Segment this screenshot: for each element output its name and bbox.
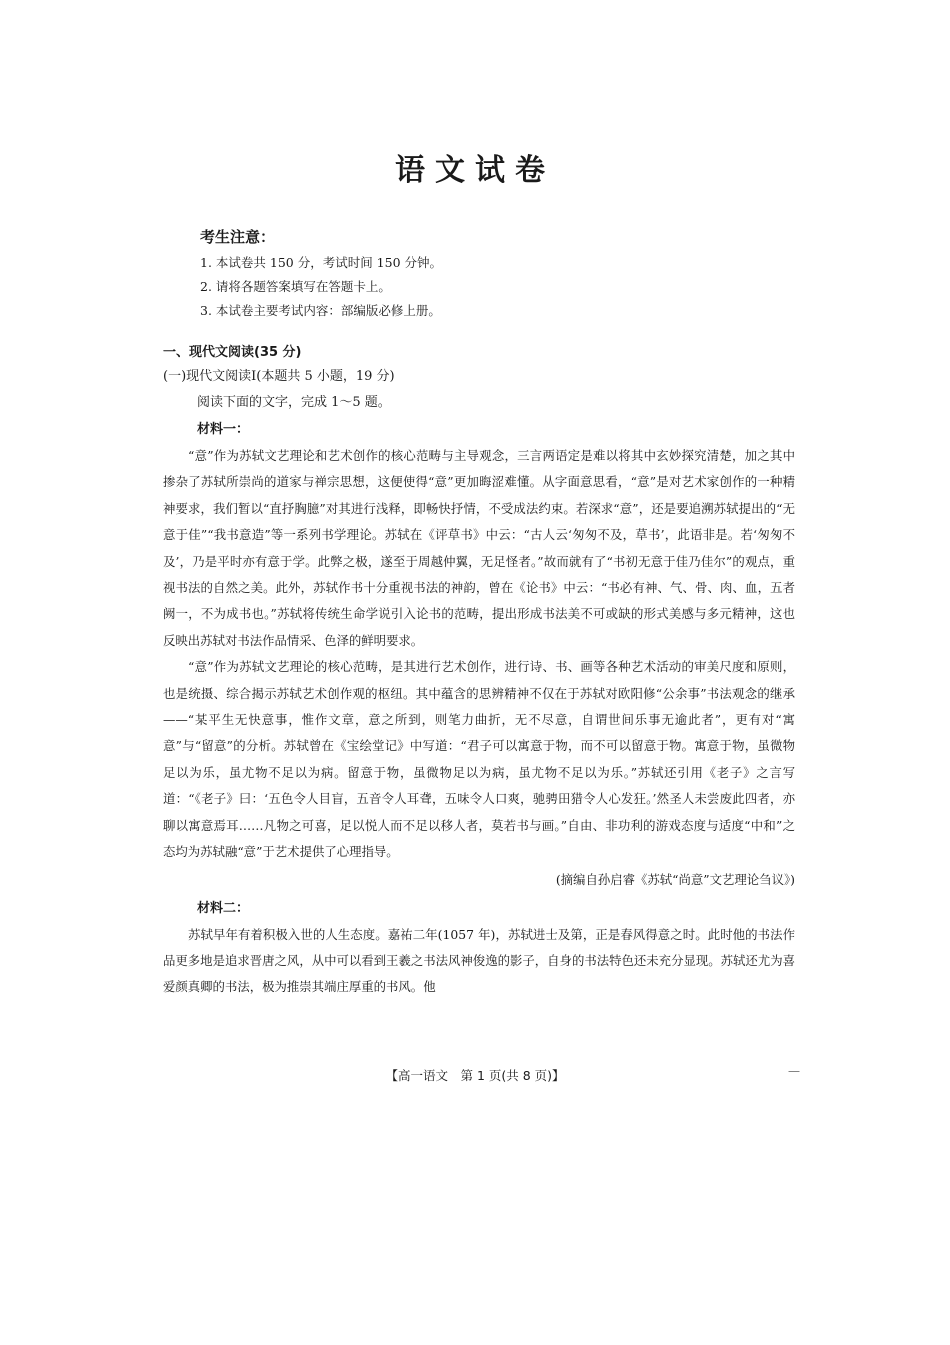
material2-paragraph: 苏轼早年有着积极入世的人生态度。嘉祐二年(1057 年)，苏轼进士及第，正是春风得意之时。此时他的书法作品更多地是追求晋唐之风，从中可以看到王羲之书法风神俊逸的影子，自身的书法特色还未充分显现。苏轼还尤为喜爱颜真卿的书法，极为推崇其端庄厚重的书风。他: [163, 926, 795, 995]
reading-section: [163, 341, 795, 1001]
material1-paragraph: “意”作为苏轼文艺理论和艺术创作的核心范畴与主导观念，三言两语定是难以将其中玄妙探究清楚，加之其中掺杂了苏轼所崇尚的道家与禅宗思想，这便使得“意”更加晦涩难懂。从字面意思看，“意”是对艺术家创作的一种精神要求，我们暂以“直抒胸臆”对其进行浅释，即畅快抒情，不受成法约束。若深求“意”，还是要追溯苏轼提出的“无意于佳”“我书意造”等一系列书学理论。苏轼在《评草书》中云：“古人云‘匆匆不及，草书’，此语非是。若‘匆匆不及’，乃是平时亦有意于学。此弊之极，遂至于周越仲翼，无足怪者。”故而就有了“书初无意于佳乃佳尔”的观点，重视书法的自然之美。此外，苏轼作书十分重视书法的神韵，曾在《论书》中云：“书必有神、气、骨、肉、血，五者阙一，不为成书也。”苏轼将传统生命学说引入论书的范畴，提出形成书法美不可或缺的形式美感与多元精神，这也反映出苏轼对书法作品情采、色泽的鲜明要求。: [163, 448, 795, 648]
material1-source: (摘编自孙启睿《苏轼“尚意”文艺理论刍议》): [555, 871, 795, 887]
material1-heading: 材料一：: [197, 422, 250, 437]
page-footer: 【高一语文 第 1 页(共 8 页)】: [385, 1068, 565, 1083]
material2-heading: 材料二：: [197, 900, 250, 916]
section-instruction: 阅读下面的文字，完成 1～5 题。: [197, 395, 391, 410]
exam-title: 语文试卷: [395, 153, 555, 188]
notice-item: 1. 本试卷共 150 分，考试时间 150 分钟。: [200, 255, 443, 270]
footer-mark: —: [788, 1064, 800, 1078]
notice-item: 2. 请将各题答案填写在答题卡上。: [200, 279, 391, 294]
section-heading: 一、现代文阅读(35 分): [163, 345, 302, 360]
notice-heading: 考生注意：: [200, 228, 276, 246]
notice-item: 3. 本试卷主要考试内容：部编版必修上册。: [200, 303, 441, 318]
notice-block: [200, 223, 800, 323]
material1-paragraph: “意”作为苏轼文艺理论的核心范畴，是其进行艺术创作，进行诗、书、画等各种艺术活动的审美尺度和原则，也是统摄、综合揭示苏轼艺术创作观的枢纽。其中蕴含的思辨精神不仅在于苏轼对欧阳修“公余事”书法观念的继承——“某平生无快意事，惟作文章，意之所到，则笔力曲折，无不尽意，自谓世间乐事无逾此者”，更有对“寓意”与“留意”的分析。苏轼曾在《宝绘堂记》中写道：“君子可以寓意于物，而不可以留意于物。寓意于物，虽微物足以为乐，虽尤物不足以为病。留意于物，虽微物足以为病，虽尤物不足以为乐。”苏轼还引用《老子》之言写道：“《老子》曰：‘五色令人目盲，五音令人耳聋，五味令人口爽，驰骋田猎令人心发狂。’然圣人未尝废此四者，亦聊以寓意焉耳……凡物之可喜，足以悦人而不足以移人者，莫若书与画。”自由、非功利的游戏态度与适度“中和”之态均为苏轼融“意”于艺术提供了心理指导。: [163, 659, 795, 860]
section-subheading: (一)现代文阅读Ⅰ(本题共 5 小题，19 分): [163, 369, 395, 384]
